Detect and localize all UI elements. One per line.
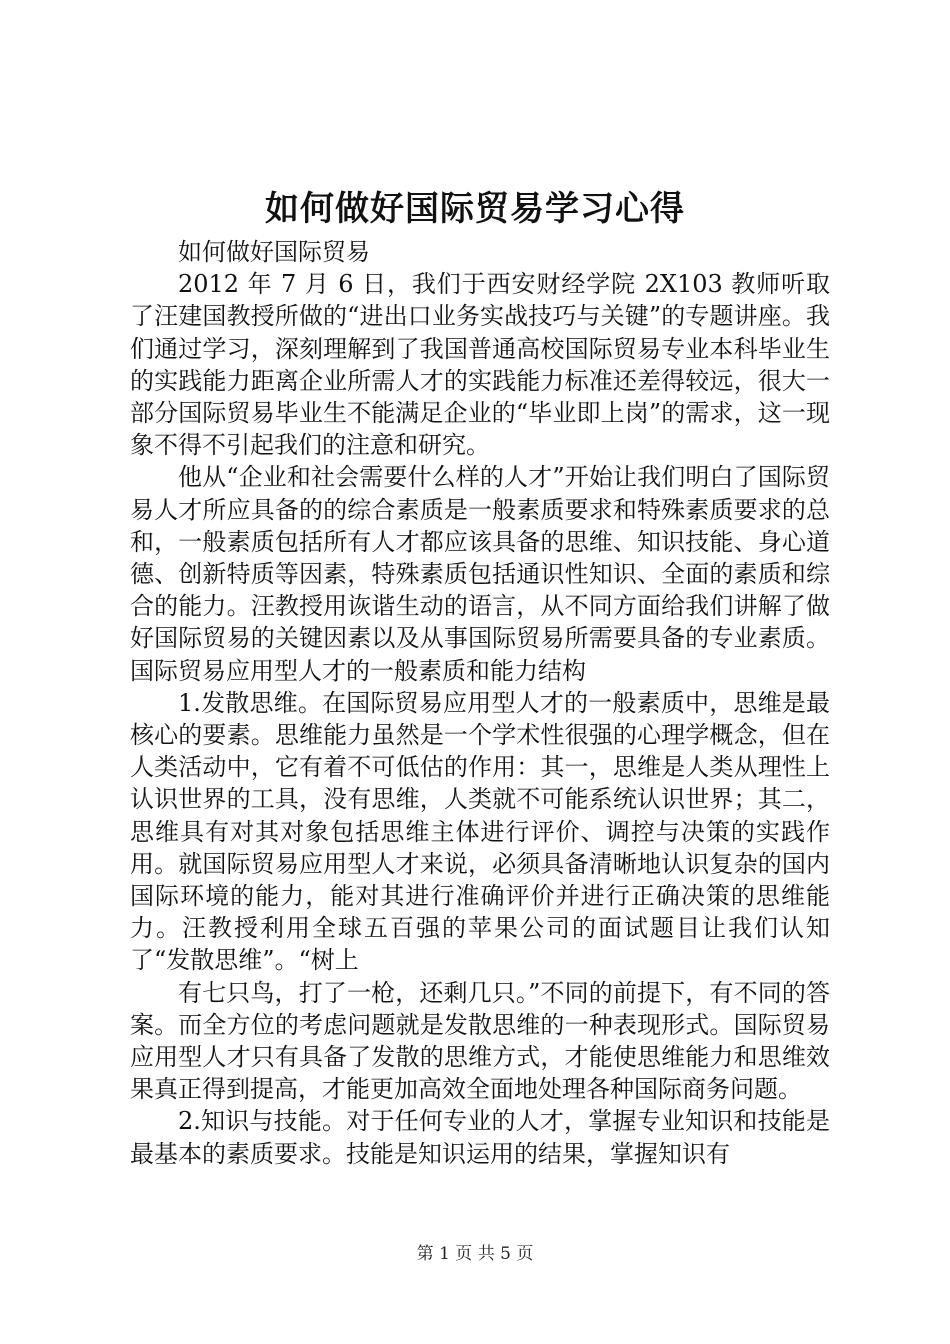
paragraph-intro: 如何做好国际贸易 <box>178 238 370 266</box>
document-title: 如何做好国际贸易学习心得 <box>265 189 685 229</box>
paragraph-talent-requirements: 他从“企业和社会需要什么样的人才”开始让我们明白了国际贸易人才所应具备的的综合素质是一般素质要求和特殊素质要求的总和，一般素质包括所有人才都应该具备的思维、知识技能、身心道德、创新特质等因素，特殊素质包括通识性知识、全面的素质和综合的能力。汪教授用诙谐生动的语言，从不同方面给我们讲解了做好国际贸易的关键因素以及从事国际贸易所需要具备的专业素质。国际贸易应用型人才的一般素质和能力结构 <box>130 463 830 685</box>
paragraph-knowledge-skills: 2.知识与技能。对于任何专业的人才，掌握专业知识和技能是最基本的素质要求。技能是知识运用的结果，掌握知识有 <box>130 1107 830 1168</box>
document-body <box>130 236 830 1170</box>
page-footer: 第 1 页 共 5 页 <box>416 1244 534 1264</box>
paragraph-divergent-thinking-continued: 有七只鸟，打了一枪，还剩几只。”不同的前提下，有不同的答案。而全方位的考虑问题就是发散思维的一种表现形式。国际贸易应用型人才只有具备了发散的思维方式，才能使思维能力和思维效果真正得到提高，才能更加高效全面地处理各种国际商务问题。 <box>130 978 830 1104</box>
paragraph-divergent-thinking: 1.发散思维。在国际贸易应用型人才的一般素质中，思维是最核心的要素。思维能力虽然是一个学术性很强的心理学概念，但在人类活动中，它有着不可低估的作用：其一，思维是人类从理性上认识世界的工具，没有思维，人类就不可能系统认识世界；其二，思维具有对其对象包括思维主体进行评价、调控与决策的实践作用。就国际贸易应用型人才来说，必须具备清晰地认识复杂的国内国际环境的能力，能对其进行准确评价并进行正确决策的思维能力。汪教授利用全球五百强的苹果公司的面试题目让我们认知了“发散思维”。“树上 <box>130 688 830 975</box>
paragraph-lecture-summary: 2012 年 7 月 6 日，我们于西安财经学院 2X103 教师听取了汪建国教授所做的“进出口业务实战技巧与关键”的专题讲座。我们通过学习，深刻理解到了我国普通高校国际贸易专业本科毕业生的实践能力距离企业所需人才的实践能力标准还差得较远，很大一部分国际贸易毕业生不能满足企业的“毕业即上岗”的需求，这一现象不得不引起我们的注意和研究。 <box>130 270 830 460</box>
